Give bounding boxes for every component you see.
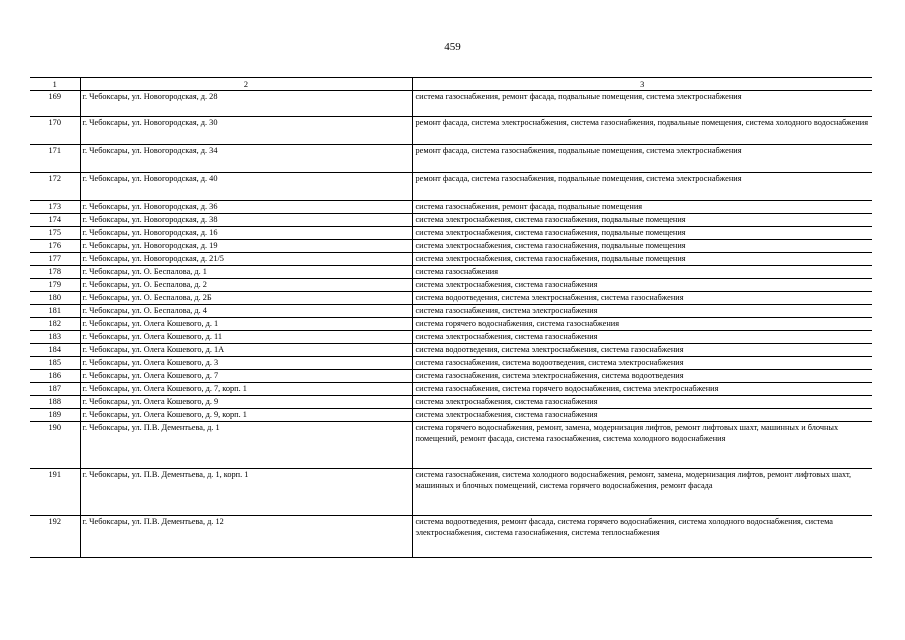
table-row xyxy=(30,370,872,383)
table-row xyxy=(30,91,872,117)
page-number: 459 xyxy=(444,41,461,53)
table-row xyxy=(30,516,872,558)
table-row xyxy=(30,409,872,422)
row-works: система газоснабжения xyxy=(412,266,872,279)
table-row xyxy=(30,201,872,214)
row-works: ремонт фасада, система электроснабжения, система газоснабжения, подвальные помещения, система холодного водоснабжения xyxy=(412,117,872,145)
table-row xyxy=(30,305,872,318)
row-works: система газоснабжения, система электроснабжения, система водоотведения xyxy=(412,370,872,383)
row-number: 177 xyxy=(30,253,80,266)
row-works: система электроснабжения, система газоснабжения xyxy=(412,409,872,422)
row-address: г. Чебоксары, ул. Олега Кошевого, д. 3 xyxy=(80,357,412,370)
table-row xyxy=(30,292,872,305)
row-number: 173 xyxy=(30,201,80,214)
table-row xyxy=(30,145,872,173)
row-works: система электроснабжения, система газоснабжения xyxy=(412,279,872,292)
row-address: г. Чебоксары, ул. Новогородская, д. 34 xyxy=(80,145,412,173)
row-address: г. Чебоксары, ул. П.В. Дементьева, д. 12 xyxy=(80,516,412,558)
table-row xyxy=(30,227,872,240)
table-row xyxy=(30,318,872,331)
row-number: 171 xyxy=(30,145,80,173)
row-address: г. Чебоксары, ул. Новогородская, д. 28 xyxy=(80,91,412,117)
row-address: г. Чебоксары, ул. Олега Кошевого, д. 9, корп. 1 xyxy=(80,409,412,422)
column-header-works: 3 xyxy=(412,78,872,91)
row-works: система газоснабжения, система электроснабжения xyxy=(412,305,872,318)
table-row xyxy=(30,173,872,201)
table-row xyxy=(30,357,872,370)
row-works: система горячего водоснабжения, ремонт, замена, модернизация лифтов, ремонт лифтовых шахт, машинных и блочных помещений, ремонт фасада, система газоснабжения, система холодного водоснабжения xyxy=(412,422,872,469)
row-works: система горячего водоснабжения, система газоснабжения xyxy=(412,318,872,331)
row-works: система водоотведения, система электроснабжения, система газоснабжения xyxy=(412,292,872,305)
table-row xyxy=(30,331,872,344)
table-row xyxy=(30,266,872,279)
row-address: г. Чебоксары, ул. Новогородская, д. 21/5 xyxy=(80,253,412,266)
row-address: г. Чебоксары, ул. Олега Кошевого, д. 7, корп. 1 xyxy=(80,383,412,396)
column-header-number: 1 xyxy=(30,78,80,91)
table-header-row xyxy=(30,78,872,91)
row-address: г. Чебоксары, ул. Олега Кошевого, д. 1А xyxy=(80,344,412,357)
row-works: система газоснабжения, система горячего водоснабжения, система электроснабжения xyxy=(412,383,872,396)
row-address: г. Чебоксары, ул. О. Беспалова, д. 2 xyxy=(80,279,412,292)
row-address: г. Чебоксары, ул. О. Беспалова, д. 1 xyxy=(80,266,412,279)
row-number: 188 xyxy=(30,396,80,409)
row-works: система газоснабжения, система водоотведения, система электроснабжения xyxy=(412,357,872,370)
row-number: 176 xyxy=(30,240,80,253)
row-address: г. Чебоксары, ул. О. Беспалова, д. 4 xyxy=(80,305,412,318)
row-address: г. Чебоксары, ул. П.В. Дементьева, д. 1 xyxy=(80,422,412,469)
row-number: 189 xyxy=(30,409,80,422)
column-header-address: 2 xyxy=(80,78,412,91)
row-works: система электроснабжения, система газоснабжения, подвальные помещения xyxy=(412,227,872,240)
table-body xyxy=(30,91,872,558)
row-number: 186 xyxy=(30,370,80,383)
row-number: 179 xyxy=(30,279,80,292)
row-number: 184 xyxy=(30,344,80,357)
row-address: г. Чебоксары, ул. О. Беспалова, д. 2Б xyxy=(80,292,412,305)
row-works: система газоснабжения, ремонт фасада, подвальные помещения xyxy=(412,201,872,214)
row-works: ремонт фасада, система газоснабжения, подвальные помещения, система электроснабжения xyxy=(412,145,872,173)
row-address: г. Чебоксары, ул. Новогородская, д. 36 xyxy=(80,201,412,214)
row-works: система электроснабжения, система газоснабжения, подвальные помещения xyxy=(412,214,872,227)
works-table xyxy=(30,77,872,558)
row-number: 174 xyxy=(30,214,80,227)
table-row xyxy=(30,422,872,469)
table-row xyxy=(30,344,872,357)
row-number: 183 xyxy=(30,331,80,344)
row-address: г. Чебоксары, ул. Новогородская, д. 30 xyxy=(80,117,412,145)
row-works: система водоотведения, ремонт фасада, система горячего водоснабжения, система холодного водоснабжения, система электроснабжения, система газоснабжения, система теплоснабжения xyxy=(412,516,872,558)
row-works: система электроснабжения, система газоснабжения xyxy=(412,331,872,344)
row-address: г. Чебоксары, ул. П.В. Дементьева, д. 1, корп. 1 xyxy=(80,469,412,516)
row-number: 181 xyxy=(30,305,80,318)
row-number: 178 xyxy=(30,266,80,279)
row-address: г. Чебоксары, ул. Новогородская, д. 38 xyxy=(80,214,412,227)
table-row xyxy=(30,469,872,516)
table-row xyxy=(30,383,872,396)
row-address: г. Чебоксары, ул. Олега Кошевого, д. 11 xyxy=(80,331,412,344)
row-address: г. Чебоксары, ул. Олега Кошевого, д. 9 xyxy=(80,396,412,409)
table-row xyxy=(30,279,872,292)
table-row xyxy=(30,240,872,253)
row-address: г. Чебоксары, ул. Новогородская, д. 19 xyxy=(80,240,412,253)
row-number: 172 xyxy=(30,173,80,201)
row-works: система электроснабжения, система газоснабжения, подвальные помещения xyxy=(412,240,872,253)
table-row xyxy=(30,214,872,227)
row-address: г. Чебоксары, ул. Олега Кошевого, д. 7 xyxy=(80,370,412,383)
row-number: 187 xyxy=(30,383,80,396)
row-address: г. Чебоксары, ул. Новогородская, д. 40 xyxy=(80,173,412,201)
row-number: 169 xyxy=(30,91,80,117)
row-works: ремонт фасада, система газоснабжения, подвальные помещения, система электроснабжения xyxy=(412,173,872,201)
row-works: система электроснабжения, система газоснабжения xyxy=(412,396,872,409)
row-number: 175 xyxy=(30,227,80,240)
row-works: система электроснабжения, система газоснабжения, подвальные помещения xyxy=(412,253,872,266)
table-row xyxy=(30,117,872,145)
table-row xyxy=(30,396,872,409)
row-number: 180 xyxy=(30,292,80,305)
row-number: 191 xyxy=(30,469,80,516)
row-works: система водоотведения, система электроснабжения, система газоснабжения xyxy=(412,344,872,357)
row-address: г. Чебоксары, ул. Новогородская, д. 16 xyxy=(80,227,412,240)
row-number: 182 xyxy=(30,318,80,331)
row-address: г. Чебоксары, ул. Олега Кошевого, д. 1 xyxy=(80,318,412,331)
row-works: система газоснабжения, ремонт фасада, подвальные помещения, система электроснабжения xyxy=(412,91,872,117)
row-number: 190 xyxy=(30,422,80,469)
row-number: 192 xyxy=(30,516,80,558)
table-row xyxy=(30,253,872,266)
row-works: система газоснабжения, система холодного водоснабжения, ремонт, замена, модернизация лифтов, ремонт лифтовых шахт, машинных и блочных помещений, система горячего водоснабжения, ремонт фасада xyxy=(412,469,872,516)
row-number: 185 xyxy=(30,357,80,370)
row-number: 170 xyxy=(30,117,80,145)
